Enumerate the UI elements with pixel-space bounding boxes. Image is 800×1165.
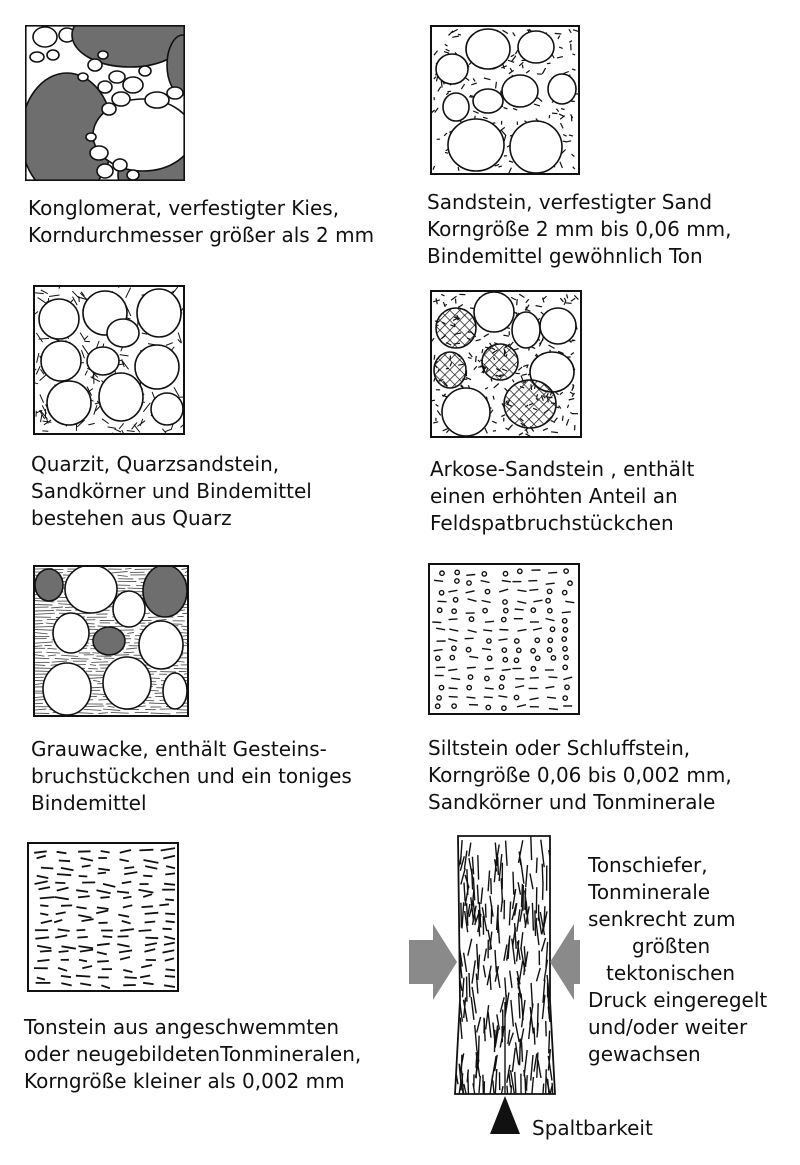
caption-line: Korndurchmesser größer als 2 mm [28, 223, 375, 247]
pressure-arrow-left [409, 924, 457, 1000]
caption-line: oder neugebildetenTonmineralen, [24, 1042, 362, 1066]
tonstein-caption [24, 1014, 361, 1095]
cleavage-wedge [490, 1096, 520, 1134]
caption-line: tektonischen [606, 961, 736, 985]
caption-line: Grauwacke, enthält Gesteins- [31, 737, 327, 761]
arkose-caption [430, 456, 694, 537]
caption-line: Sandkörner und Bindemittel [31, 479, 312, 503]
caption-line: und/oder weiter [588, 1015, 748, 1039]
caption-line: Arkose-Sandstein , enthält [430, 457, 695, 481]
caption-line: gewachsen [588, 1042, 701, 1066]
caption-line: Quarzit, Quarzsandstein, [31, 452, 280, 476]
arkose-diagram [430, 290, 582, 438]
siltstein-caption [428, 735, 732, 816]
caption-line: Korngröße kleiner als 0,002 mm [24, 1069, 345, 1093]
caption-line: bestehen aus Quarz [31, 506, 232, 530]
grauwacke-diagram [33, 565, 189, 717]
spaltbarkeit-label: Spaltbarkeit [532, 1116, 653, 1140]
caption-line: größten [632, 934, 711, 958]
sandstein-diagram [430, 25, 580, 175]
caption-line: Feldspatbruchstückchen [430, 511, 674, 535]
caption-line: einen erhöhten Anteil an [430, 484, 678, 508]
konglomerat-caption [28, 195, 374, 249]
caption-line: Sandstein, verfestigter Sand [427, 190, 713, 214]
tonstein-diagram [27, 842, 179, 992]
quarzit-diagram [33, 285, 185, 435]
sandstein-caption [427, 189, 732, 270]
siltstein-diagram [428, 563, 580, 715]
grauwacke-caption [31, 736, 352, 817]
caption-line: Tonschiefer, [588, 853, 708, 877]
caption-line: Siltstein oder Schluffstein, [428, 736, 691, 760]
tonschiefer-diagram [405, 832, 580, 1142]
caption-line: Korngröße 2 mm bis 0,06 mm, [427, 217, 732, 241]
caption-line: Bindemittel gewöhnlich Ton [427, 244, 703, 268]
caption-line: Korngröße 0,06 bis 0,002 mm, [428, 763, 732, 787]
tonschiefer-caption [588, 852, 767, 1068]
pressure-arrow-right [550, 924, 580, 1000]
caption-line: bruchstückchen und ein toniges [31, 764, 352, 788]
quarzit-caption [31, 451, 312, 532]
caption-line: Tonminerale [588, 880, 711, 904]
caption-line: Tonstein aus angeschwemmten [24, 1015, 340, 1039]
konglomerat-diagram [25, 25, 185, 181]
caption-line: senkrecht zum [588, 907, 736, 931]
caption-line: Konglomerat, verfestigter Kies, [28, 196, 340, 220]
caption-line: Bindemittel [31, 791, 147, 815]
caption-line: Sandkörner und Tonminerale [428, 790, 716, 814]
caption-line: Druck eingeregelt [588, 988, 768, 1012]
